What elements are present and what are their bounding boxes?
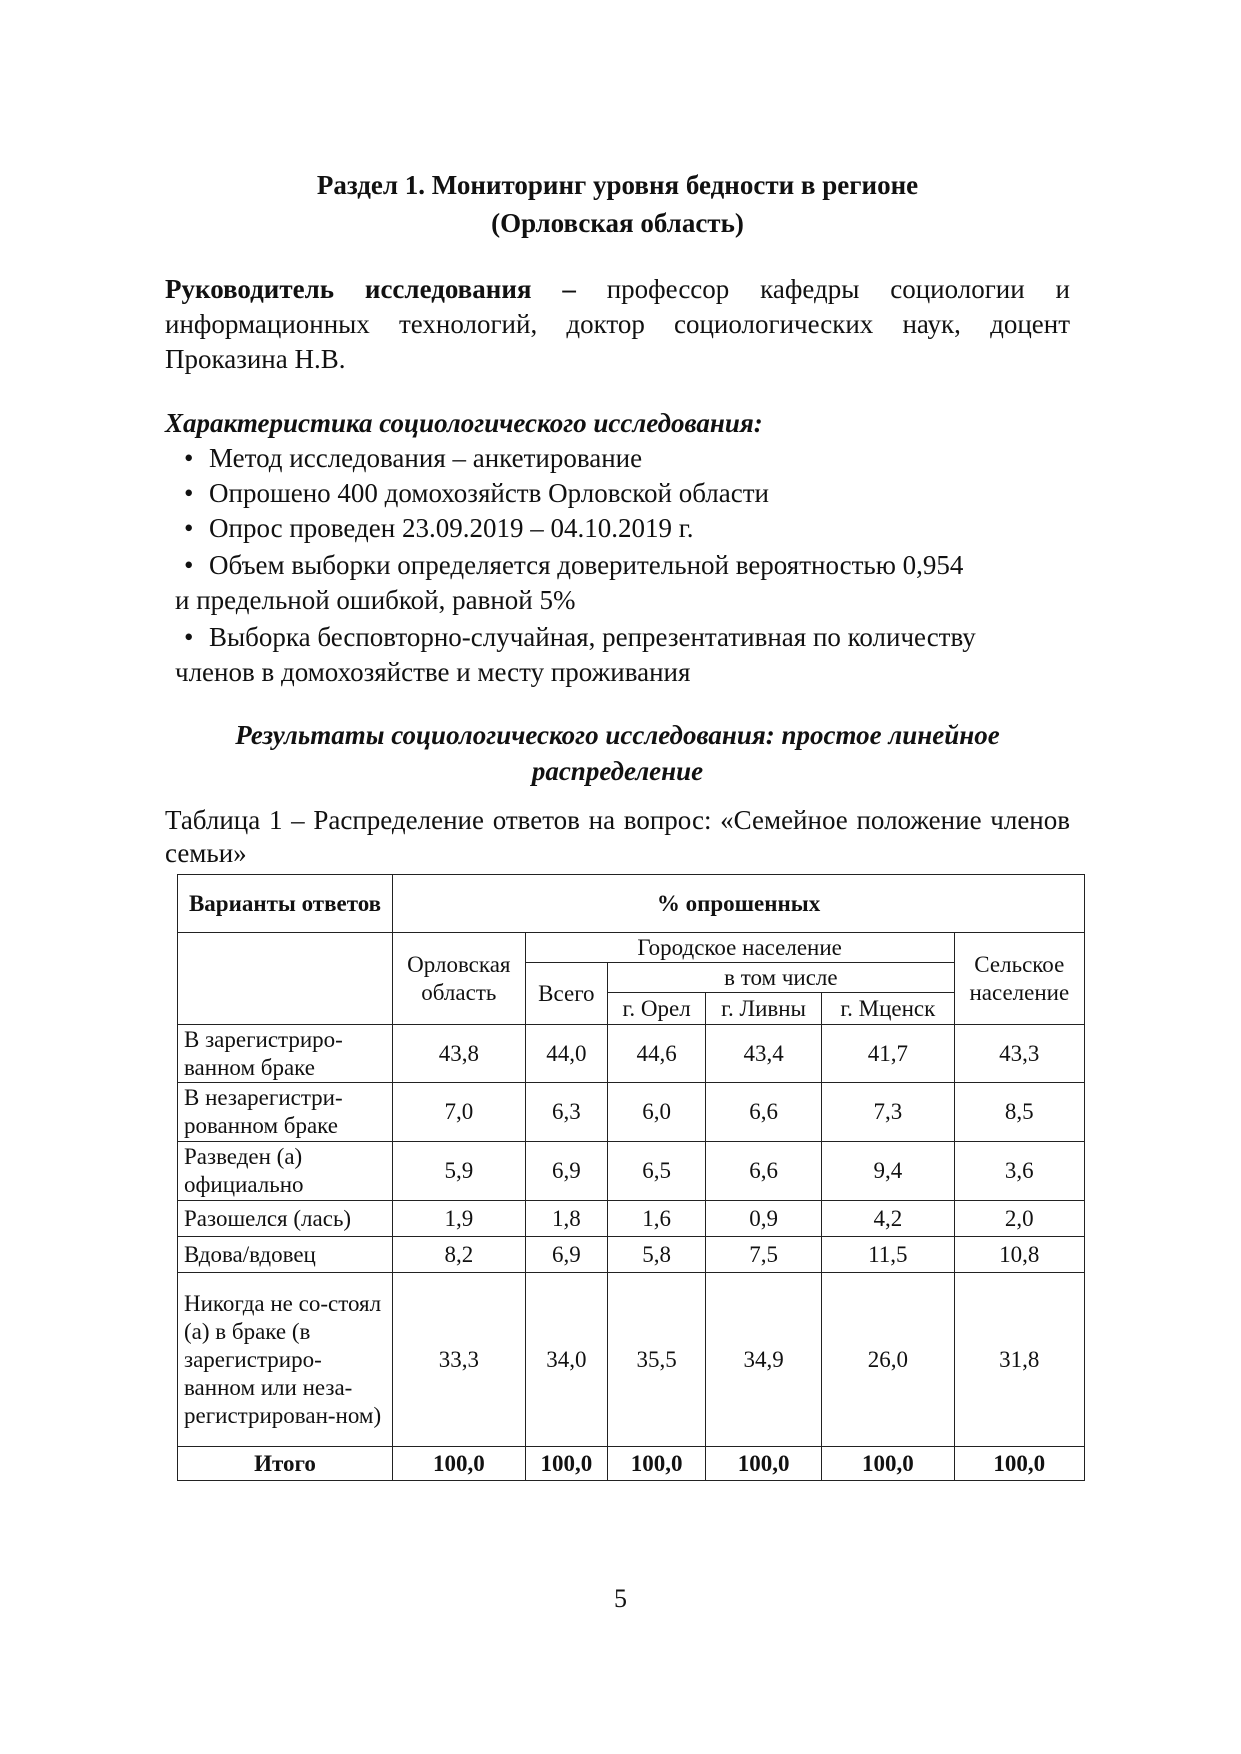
cell-value: 1,6 <box>608 1201 706 1237</box>
header-mtsensk: г. Мценск <box>822 993 955 1025</box>
row-label: Никогда не со-стоял (а) в браке (в зарегистриро-ванном или неза-регистрирован-ном) <box>178 1273 393 1447</box>
total-value: 100,0 <box>393 1447 526 1481</box>
table-row <box>178 1237 1085 1273</box>
total-label: Итого <box>178 1447 393 1481</box>
table-row <box>178 1142 1085 1201</box>
bullet-text: Метод исследования – анкетирование <box>209 443 643 473</box>
section-title-line-1: Раздел 1. Мониторинг уровня бедности в регионе <box>316 170 919 200</box>
cell-value: 44,0 <box>525 1025 607 1083</box>
cell-value: 6,3 <box>525 1083 607 1142</box>
cell-value: 6,0 <box>608 1083 706 1142</box>
header-including: в том числе <box>608 963 955 993</box>
cell-value: 7,3 <box>822 1083 955 1142</box>
list-item <box>165 441 1070 476</box>
cell-value: 31,8 <box>954 1273 1084 1447</box>
row-label: В зарегистриро-ванном браке <box>178 1025 393 1083</box>
list-item <box>165 476 1070 511</box>
cell-value: 7,5 <box>706 1237 822 1273</box>
cell-value: 33,3 <box>393 1273 526 1447</box>
cell-value: 9,4 <box>822 1142 955 1201</box>
list-item <box>165 548 1070 618</box>
cell-value: 3,6 <box>954 1142 1084 1201</box>
table-row <box>178 1201 1085 1237</box>
marital-status-table <box>177 874 1085 1481</box>
cell-value: 7,0 <box>393 1083 526 1142</box>
characteristics-list <box>165 441 1070 690</box>
total-value: 100,0 <box>822 1447 955 1481</box>
bullet-text-continued: членов в домохозяйстве и месту проживания <box>175 657 691 687</box>
cell-value: 26,0 <box>822 1273 955 1447</box>
header-total: Всего <box>525 963 607 1025</box>
row-label: Разведен (а) официально <box>178 1142 393 1201</box>
header-rural: Сельское население <box>954 933 1084 1025</box>
section-title-line-2: (Орловская область) <box>491 208 744 238</box>
cell-value: 34,9 <box>706 1273 822 1447</box>
cell-value: 10,8 <box>954 1237 1084 1273</box>
list-item <box>165 620 1070 690</box>
header-livny: г. Ливны <box>706 993 822 1025</box>
research-lead-text: профессор кафедры социологии и информационных технологий, доктор социологических наук, доцент Проказина Н.В. <box>165 274 1071 374</box>
cell-value: 8,2 <box>393 1237 526 1273</box>
cell-value: 4,2 <box>822 1201 955 1237</box>
table-header-row <box>178 875 1085 933</box>
total-value: 100,0 <box>954 1447 1084 1481</box>
cell-value: 8,5 <box>954 1083 1084 1142</box>
cell-value: 6,6 <box>706 1142 822 1201</box>
research-lead-paragraph <box>165 272 1070 377</box>
research-lead-label: Руководитель исследования – <box>165 274 576 304</box>
cell-value: 2,0 <box>954 1201 1084 1237</box>
header-variants: Варианты ответов <box>178 875 393 933</box>
cell-value: 1,9 <box>393 1201 526 1237</box>
total-value: 100,0 <box>706 1447 822 1481</box>
cell-value: 1,8 <box>525 1201 607 1237</box>
table-row <box>178 1083 1085 1142</box>
table-caption: Таблица 1 – Распределение ответов на вопрос: «Семейное положение членов семьи» <box>165 805 1070 868</box>
cell-value: 6,9 <box>525 1237 607 1273</box>
cell-value: 43,3 <box>954 1025 1084 1083</box>
cell-value: 6,6 <box>706 1083 822 1142</box>
header-percent: % опрошенных <box>393 875 1085 933</box>
cell-value: 11,5 <box>822 1237 955 1273</box>
row-label: Вдова/вдовец <box>178 1237 393 1273</box>
characteristics-heading: Характеристика социологического исследования: <box>165 408 763 438</box>
header-empty-cell <box>178 933 393 1025</box>
table-total-row <box>178 1447 1085 1481</box>
header-urban: Городское население <box>525 933 954 963</box>
cell-value: 6,9 <box>525 1142 607 1201</box>
results-heading-line-2: распределение <box>531 756 704 786</box>
cell-value: 0,9 <box>706 1201 822 1237</box>
results-heading <box>165 717 1070 789</box>
bullet-text-continued: и предельной ошибкой, равной 5% <box>175 585 576 615</box>
bullet-text: Опрос проведен 23.09.2019 – 04.10.2019 г. <box>209 513 694 543</box>
results-heading-line-1: Результаты социологического исследования: простое линейное <box>235 720 1000 750</box>
cell-value: 5,9 <box>393 1142 526 1201</box>
bullet-text: Выборка бесповторно-случайная, репрезентативная по количеству <box>209 622 976 652</box>
cell-value: 5,8 <box>608 1237 706 1273</box>
bullet-text: Опрошено 400 домохозяйств Орловской области <box>209 478 769 508</box>
cell-value: 6,5 <box>608 1142 706 1201</box>
cell-value: 43,4 <box>706 1025 822 1083</box>
page-number: 5 <box>614 1584 627 1613</box>
header-orel: г. Орел <box>608 993 706 1025</box>
total-value: 100,0 <box>608 1447 706 1481</box>
cell-value: 43,8 <box>393 1025 526 1083</box>
total-value: 100,0 <box>525 1447 607 1481</box>
row-label: В незарегистри-рованном браке <box>178 1083 393 1142</box>
header-region: Орловская область <box>393 933 526 1025</box>
cell-value: 35,5 <box>608 1273 706 1447</box>
table-row <box>178 1273 1085 1447</box>
table-row <box>178 1025 1085 1083</box>
section-title <box>165 166 1070 242</box>
bullet-text: Объем выборки определяется доверительной вероятностью 0,954 <box>209 550 964 580</box>
cell-value: 34,0 <box>525 1273 607 1447</box>
cell-value: 44,6 <box>608 1025 706 1083</box>
row-label: Разошелся (лась) <box>178 1201 393 1237</box>
table-header-row <box>178 933 1085 963</box>
cell-value: 41,7 <box>822 1025 955 1083</box>
list-item <box>165 511 1070 546</box>
